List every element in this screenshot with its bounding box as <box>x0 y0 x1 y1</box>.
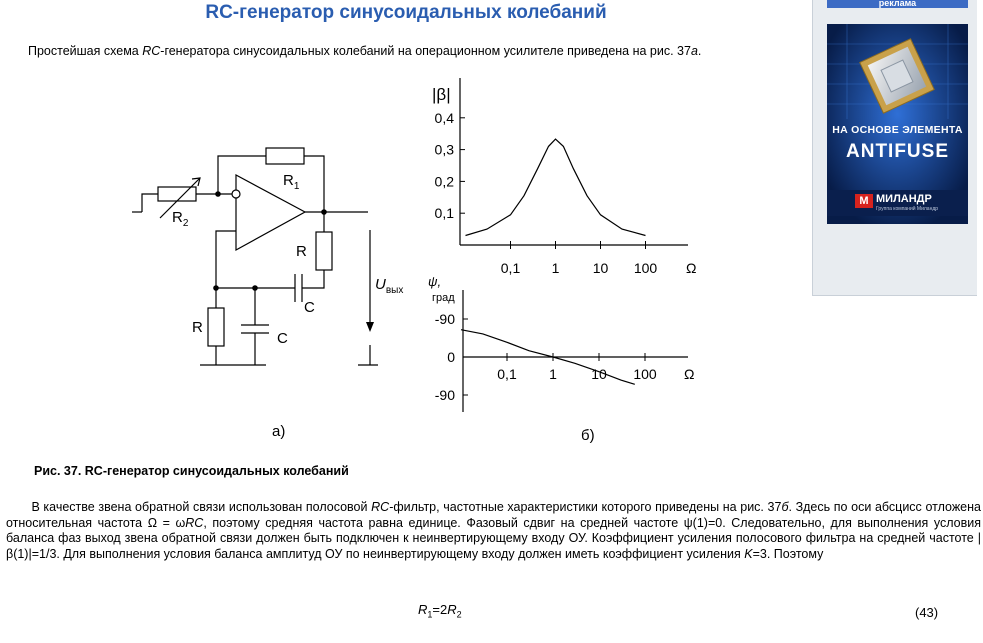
intro-text-2: -генератора синусоидальных колебаний на операционном усилителе приведена на рис. 37 <box>160 44 691 58</box>
figure-caption: Рис. 37. RC-генератор синусоидальных колебаний <box>34 464 349 478</box>
chart1-y-tick-label: 0,1 <box>434 205 454 222</box>
c-lower-label: C <box>277 330 288 347</box>
body-rc-1: RC <box>371 500 390 514</box>
r2-sub: 2 <box>182 218 189 229</box>
svg-text:R2 <box>172 209 189 229</box>
chart2-x-tick-label: 10 <box>591 366 607 382</box>
formula-lhs: R <box>418 602 428 617</box>
chart2-y-tick-label: -90 <box>434 387 455 403</box>
svg-text:Uвых <box>375 276 403 296</box>
intro-figure-ref: а <box>690 44 698 58</box>
r2-resistor <box>158 187 196 201</box>
chart1-x-tick-label: 100 <box>633 260 658 276</box>
chart1-x-axis-label: Ω <box>686 260 697 276</box>
intro-paragraph <box>28 44 701 58</box>
intro-rc: RC <box>142 44 161 58</box>
inverting-input-marker <box>232 190 240 198</box>
body-k: K <box>744 546 753 561</box>
chart2-x-axis-label: Ω <box>684 366 695 382</box>
body-text-3: . Здесь по оси абсцисс отложена относительная частота Ω = ω <box>6 500 981 530</box>
panel-a-label: а) <box>272 423 286 440</box>
r1-label: R <box>283 172 294 189</box>
body-paragraph <box>6 500 981 562</box>
body-figure-ref: б <box>781 500 789 514</box>
chart1-x-tick-label: 1 <box>551 260 560 276</box>
r1-resistor <box>266 148 304 164</box>
ad-brand-sub: Группа компаний Миландр <box>876 206 939 212</box>
chart2-x-tick-label: 0,1 <box>497 366 517 382</box>
formula-eq: =2 <box>432 602 448 617</box>
r-lower-label: R <box>192 319 203 336</box>
c-upper-label: C <box>304 299 315 316</box>
chart1-y-tick-label: 0,2 <box>434 173 454 190</box>
chart2-y-axis-label: ψ, <box>428 274 442 289</box>
ad-strip-label[interactable]: реклама <box>827 0 968 8</box>
chart2-x-tick-label: 1 <box>549 366 557 382</box>
frequency-response-charts <box>405 75 710 445</box>
page-title: RC-генератор синусоидальных колебаний <box>205 2 607 23</box>
chart1-x-tick-label: 10 <box>592 260 609 276</box>
r2-label: R <box>172 209 183 226</box>
formula <box>418 602 462 620</box>
body-text-2: -фильтр, частотные характеристики которого приведены на рис. 37 <box>389 500 782 514</box>
panel-b-label: б) <box>581 427 595 444</box>
body-text-5: =3. Поэтому <box>752 546 824 561</box>
r1-sub: 1 <box>293 181 300 192</box>
ad-brand: МИЛАНДР <box>876 193 932 205</box>
ad-brand-bar <box>827 190 968 216</box>
r-lower-resistor <box>208 308 224 346</box>
u-label: U <box>375 276 386 293</box>
ad-panel <box>812 0 977 296</box>
svg-text:R1 <box>283 172 300 192</box>
ad-banner[interactable] <box>827 24 968 224</box>
formula-rhs-sub: 2 <box>456 609 462 620</box>
r-upper-label: R <box>296 243 307 260</box>
formula-rhs: R <box>447 602 457 617</box>
u-sub: вых <box>385 285 404 296</box>
body-text-1: В качестве звена обратной связи использован полосовой <box>31 500 372 514</box>
r-upper-resistor <box>316 232 332 270</box>
chart1-y-tick-label: 0,3 <box>434 141 454 158</box>
chart2-x-tick-label: 100 <box>633 366 657 382</box>
circuit-schematic <box>120 140 420 445</box>
intro-text-1: Простейшая схема <box>28 44 143 58</box>
chart2-y-tick-label: 0 <box>447 349 455 365</box>
intro-text-3: . <box>697 44 702 58</box>
ad-line1: НА ОСНОВЕ ЭЛЕМЕНТА <box>832 124 963 136</box>
chart1-y-tick-label: 0,4 <box>434 109 454 126</box>
phase-chart <box>428 274 694 412</box>
ad-line2: ANTIFUSE <box>846 141 949 162</box>
milandr-logo-icon: М <box>855 194 873 208</box>
body-text-4: , поэтому средняя частота равна единице. Фазовый сдвиг на средней частоте ψ(1)=0. Следовательно, для выполнения условия баланса фаз выход звена обратной связи должен быть подключен к неинвертирующему входу ОУ. Коэффициент усиления полосового фильтра на средней частоте |β(1)|=1/3. Для выполнения условия баланса амплитуд ОУ по неинвертирующему входу должен иметь коэффициент усиления <box>6 515 982 561</box>
formula-number: (43) <box>915 605 939 620</box>
chart2-y-axis-unit: град <box>432 292 455 304</box>
chart2-y-tick-label: -90 <box>434 311 455 327</box>
magnitude-chart <box>432 78 696 276</box>
formula-lhs-sub: 1 <box>427 609 433 620</box>
chart1-y-axis-label: |β| <box>432 85 451 104</box>
chart1-series-line <box>466 139 646 235</box>
body-rc-2: RC <box>185 515 204 530</box>
chart1-x-tick-label: 0,1 <box>500 260 521 276</box>
